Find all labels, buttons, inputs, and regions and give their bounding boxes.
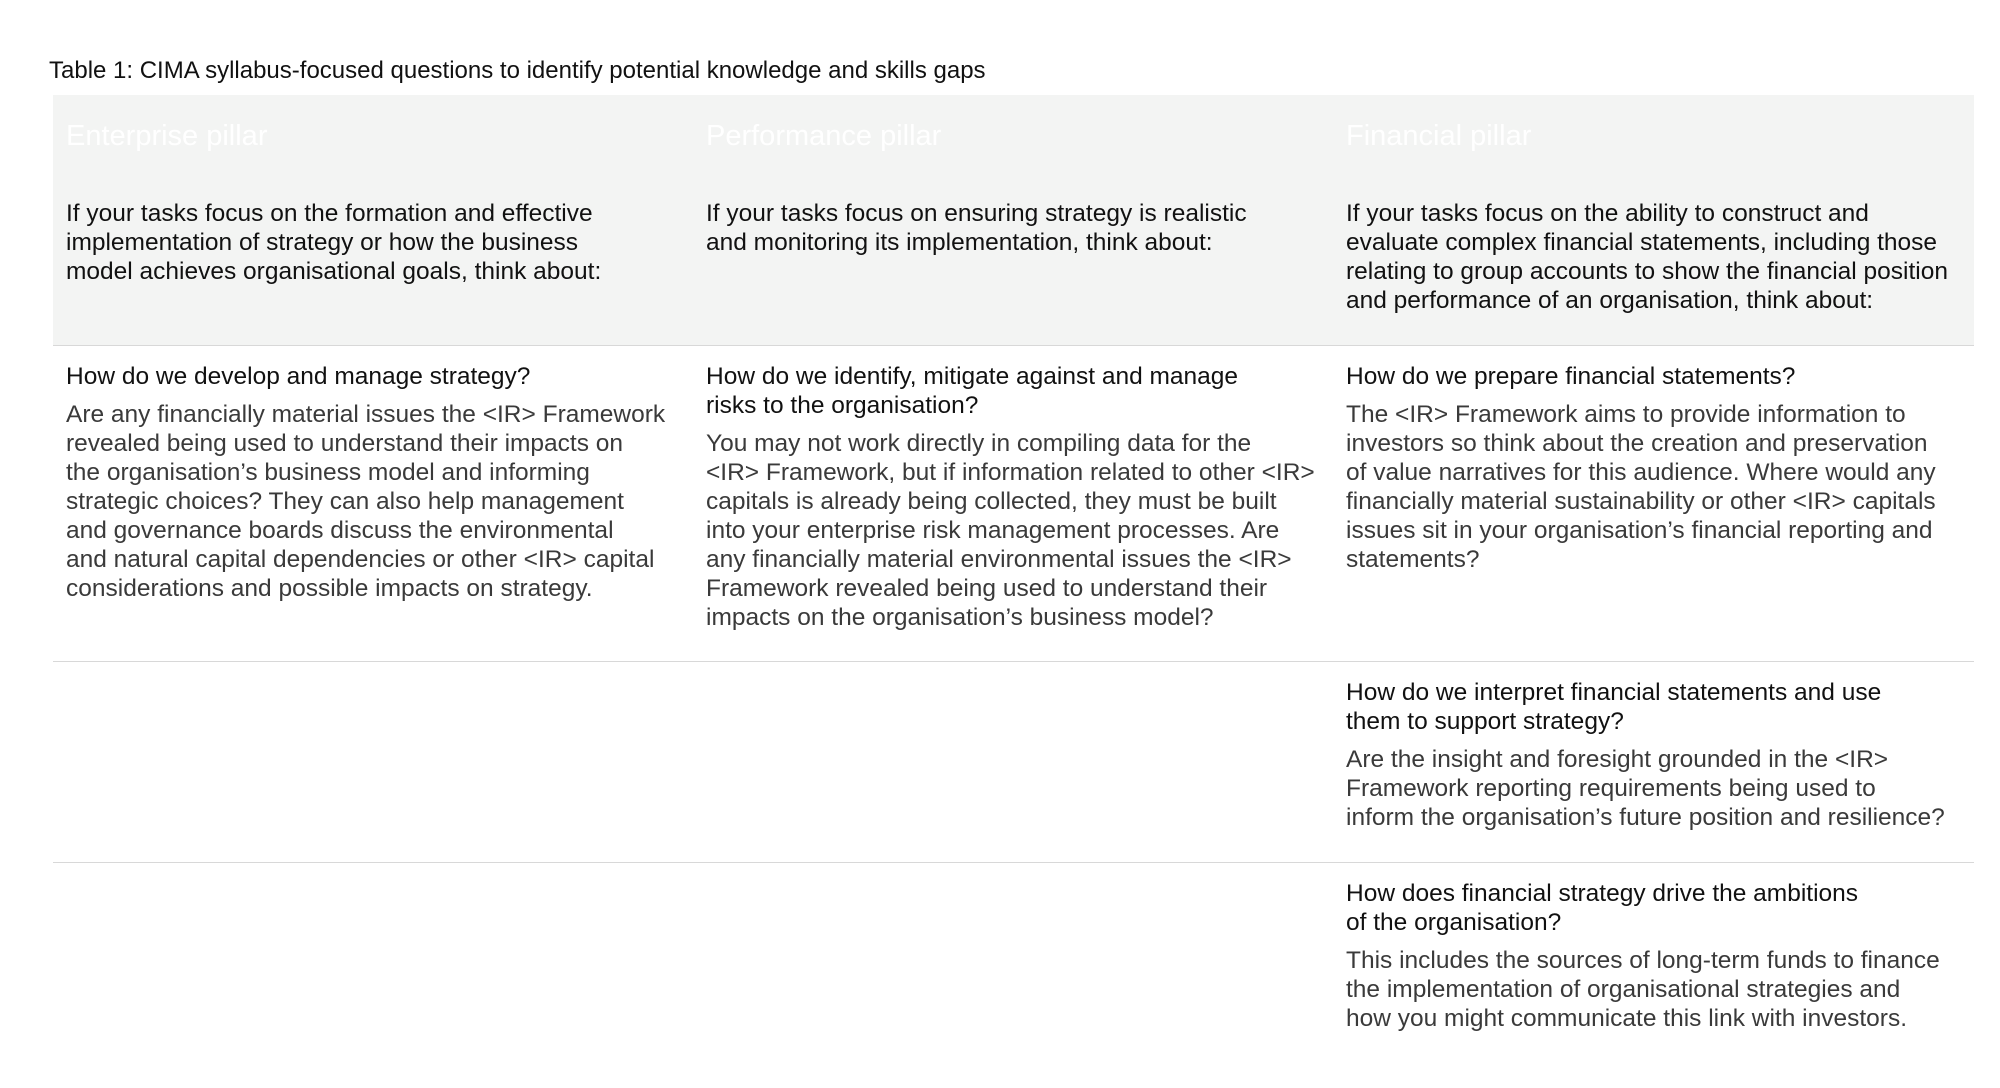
intro-text: If your tasks focus on ensuring strategy is realistic and monitoring its implementation, think about: xyxy=(706,200,1247,256)
header-enterprise-pillar: Enterprise pillar xyxy=(66,120,268,152)
table-row xyxy=(53,346,1974,662)
question-body: The <IR> Framework aims to provide information to investors so think about the creation and preservation of value narratives for this audience. Where would any financially material sustainability or other <IR> capitals issues sit in your organisation’s financial reporting and statements? xyxy=(1346,401,1936,573)
empty-cell xyxy=(53,863,693,1043)
performance-question-cell xyxy=(693,346,1333,661)
enterprise-question-cell xyxy=(53,346,693,661)
intro-row xyxy=(53,95,1974,346)
table-caption: Table 1: CIMA syllabus-focused questions to identify potential knowledge and skills gaps xyxy=(49,57,986,84)
question-body: Are any financially material issues the <IR> Framework revealed being used to understand their impacts on the organisation’s business model and informing strategic choices? They can also help management and governance boards discuss the environmental and natural capital dependencies or other <IR> capital considerations and possible impacts on strategy. xyxy=(66,401,666,602)
intro-performance xyxy=(693,95,1333,345)
intro-financial xyxy=(1333,95,1974,345)
table-row xyxy=(53,662,1974,863)
header-performance-pillar: Performance pillar xyxy=(706,120,942,152)
financial-question-cell xyxy=(1333,346,1974,661)
empty-cell xyxy=(693,662,1333,862)
header-financial-pillar: Financial pillar xyxy=(1346,120,1532,152)
table-row xyxy=(53,863,1974,1043)
question-body: This includes the sources of long-term funds to finance the implementation of organisational strategies and how you might communicate this link with investors. xyxy=(1346,947,1940,1032)
question-title: How do we develop and manage strategy? xyxy=(66,363,531,390)
question-title: How do we prepare financial statements? xyxy=(1346,363,1796,390)
financial-question-cell xyxy=(1333,863,1974,1043)
intro-text: If your tasks focus on the formation and effective implementation of strategy or how the business model achieves organisational goals, think about: xyxy=(66,200,602,285)
empty-cell xyxy=(53,662,693,862)
question-title: How do we identify, mitigate against and manage risks to the organisation? xyxy=(706,363,1239,419)
skills-gap-table xyxy=(53,95,1974,1043)
financial-question-cell xyxy=(1333,662,1974,862)
intro-text: If your tasks focus on the ability to construct and evaluate complex financial statements, including those relating to group accounts to show the financial position and performance of an organisation, think about: xyxy=(1346,200,1948,314)
question-title: How do we interpret financial statements and use them to support strategy? xyxy=(1346,679,1882,735)
intro-enterprise xyxy=(53,95,693,345)
question-body: Are the insight and foresight grounded in the <IR> Framework reporting requirements being used to inform the organisation’s future position and resilience? xyxy=(1346,746,1945,831)
question-title: How does financial strategy drive the ambitions of the organisation? xyxy=(1346,880,1859,936)
question-body: You may not work directly in compiling data for the <IR> Framework, but if information related to other <IR> capitals is already being collected, they must be built into your enterprise risk management processes. Are any financially material environmental issues the <IR> Framework revealed being used to understand their impacts on the organisation’s business model? xyxy=(706,430,1315,631)
empty-cell xyxy=(693,863,1333,1043)
